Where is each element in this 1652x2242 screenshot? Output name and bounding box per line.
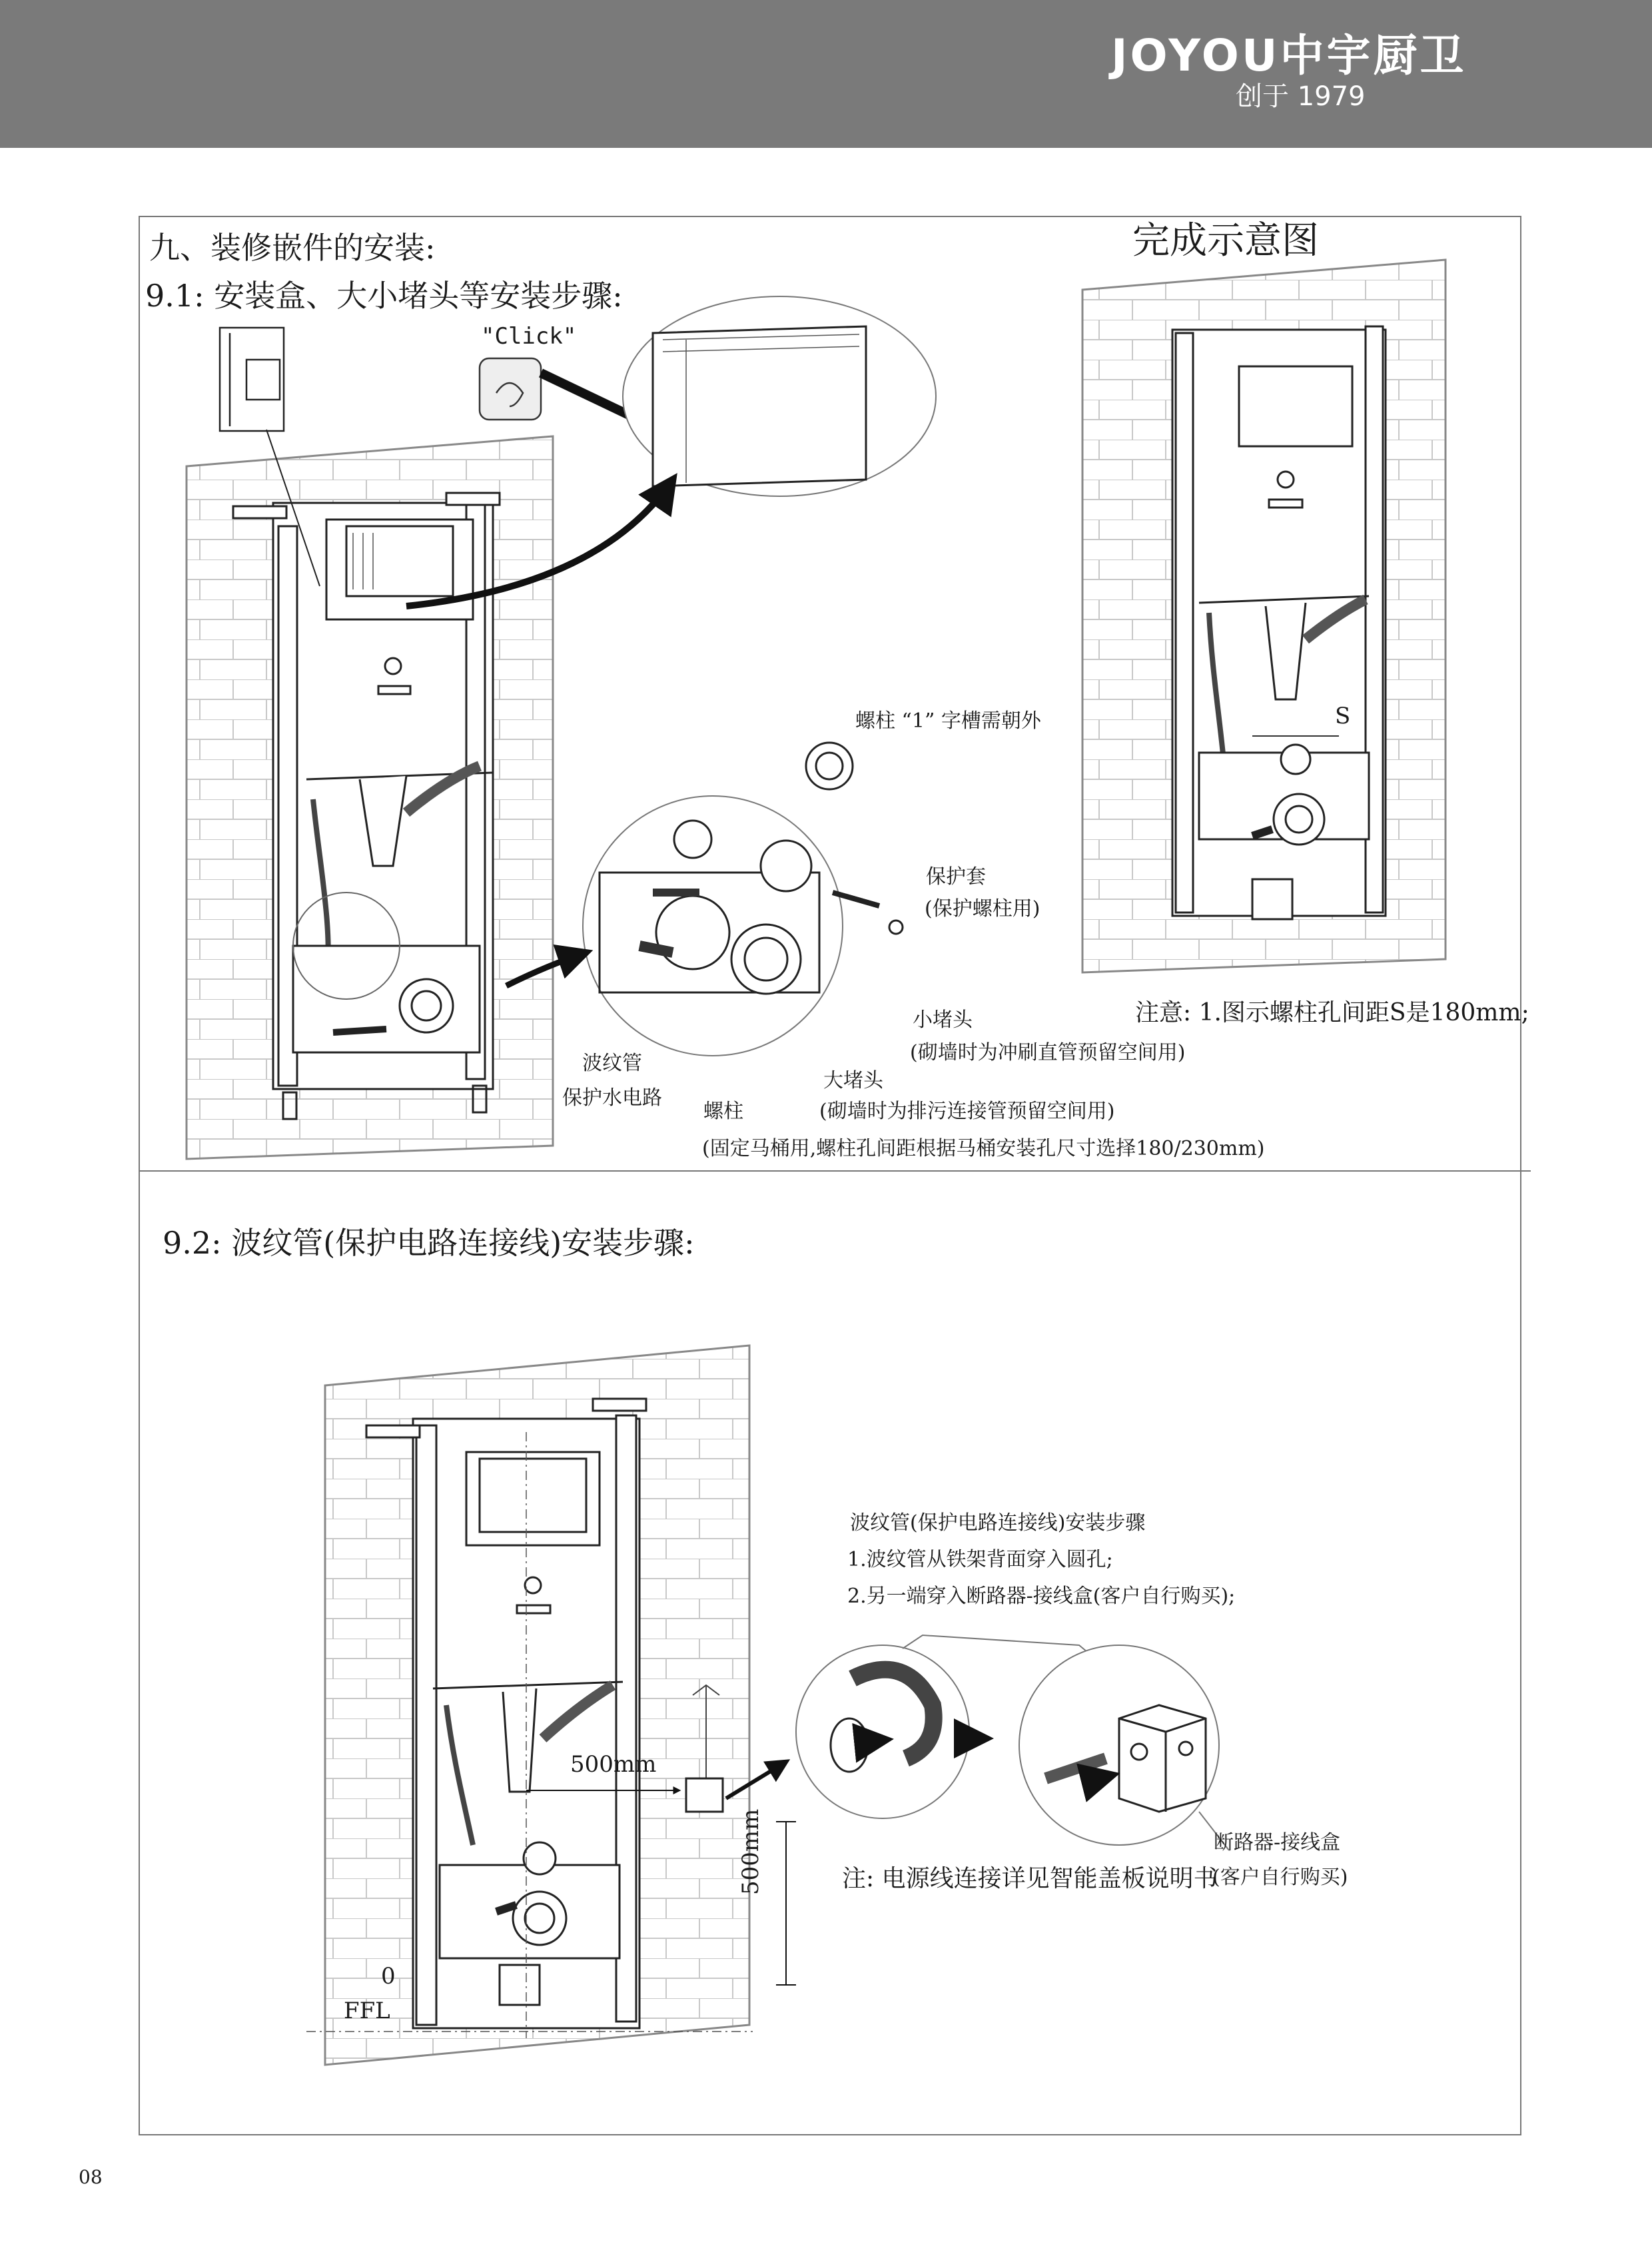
label-corrugated-pipe-note: 保护水电路 [562, 1086, 662, 1110]
step-9-2-title: 9.2: 波纹管(保护电路连接线)安装步骤: [163, 1225, 695, 1261]
label-stud-slot: 螺柱 “1” 字槽需朝外 [855, 709, 1041, 733]
completed-view-title: 完成示意图 [1132, 219, 1319, 262]
label-s-dimension: S [1335, 703, 1351, 729]
page-number: 08 [79, 2166, 103, 2188]
label-protective-cap-note: (保护螺柱用) [925, 897, 1040, 921]
dimension-horizontal: 500mm [570, 1751, 657, 1778]
label-breaker-box-note: (客户自行购买) [1212, 1866, 1348, 1889]
inset-breaker-box [1019, 1645, 1219, 1845]
steps-9-2-step2: 2.另一端穿入断路器-接线盒(客户自行购买); [847, 1585, 1236, 1608]
inset-studs-plugs [583, 743, 903, 1056]
label-small-plug: 小堵头 [913, 1008, 973, 1032]
note-9-1: 注意: 1.图示螺柱孔间距S是180mm; [1135, 999, 1529, 1026]
label-zero: 0 [381, 1963, 396, 1990]
label-stud: 螺柱 [703, 1100, 743, 1123]
label-small-plug-note: (砌墙时为冲刷直管预留空间用) [910, 1041, 1186, 1064]
steps-9-2-step1: 1.波纹管从铁架背面穿入圆孔; [847, 1548, 1113, 1571]
step-9-1-title: 9.1: 安装盒、大小堵头等安装步骤: [145, 278, 623, 314]
label-large-plug: 大堵头 [823, 1069, 883, 1092]
brand-logo: JOYOU中宇厨卫 [1111, 30, 1467, 81]
brand-tagline: 创于 1979 [1236, 81, 1366, 112]
label-corrugated-pipe: 波纹管 [582, 1052, 642, 1075]
label-ffl: FFL [344, 1998, 390, 2024]
label-breaker-box: 断路器-接线盒 [1214, 1831, 1341, 1854]
frame-illustration-main [187, 436, 553, 1159]
label-protective-cap: 保护套 [926, 865, 986, 889]
note-9-2: 注: 电源线连接详见智能盖板说明书 [842, 1865, 1218, 1892]
inset-corrugated-pipe [796, 1645, 969, 1818]
label-stud-note: (固定马桶用,螺柱孔间距根据马桶安装孔尺寸选择180/230mm) [702, 1137, 1265, 1160]
dimension-vertical: 500mm [737, 1808, 764, 1895]
click-label: "Click" [481, 323, 577, 350]
frame-illustration-completed [1082, 260, 1446, 972]
steps-9-2-heading: 波纹管(保护电路连接线)安装步骤 [850, 1511, 1146, 1535]
section-title: 九、装修嵌件的安装: [149, 230, 436, 266]
frame-illustration-9-2 [306, 1345, 796, 2065]
inset-installation-box [623, 296, 936, 496]
label-large-plug-note: (砌墙时为排污连接管预留空间用) [819, 1100, 1115, 1123]
